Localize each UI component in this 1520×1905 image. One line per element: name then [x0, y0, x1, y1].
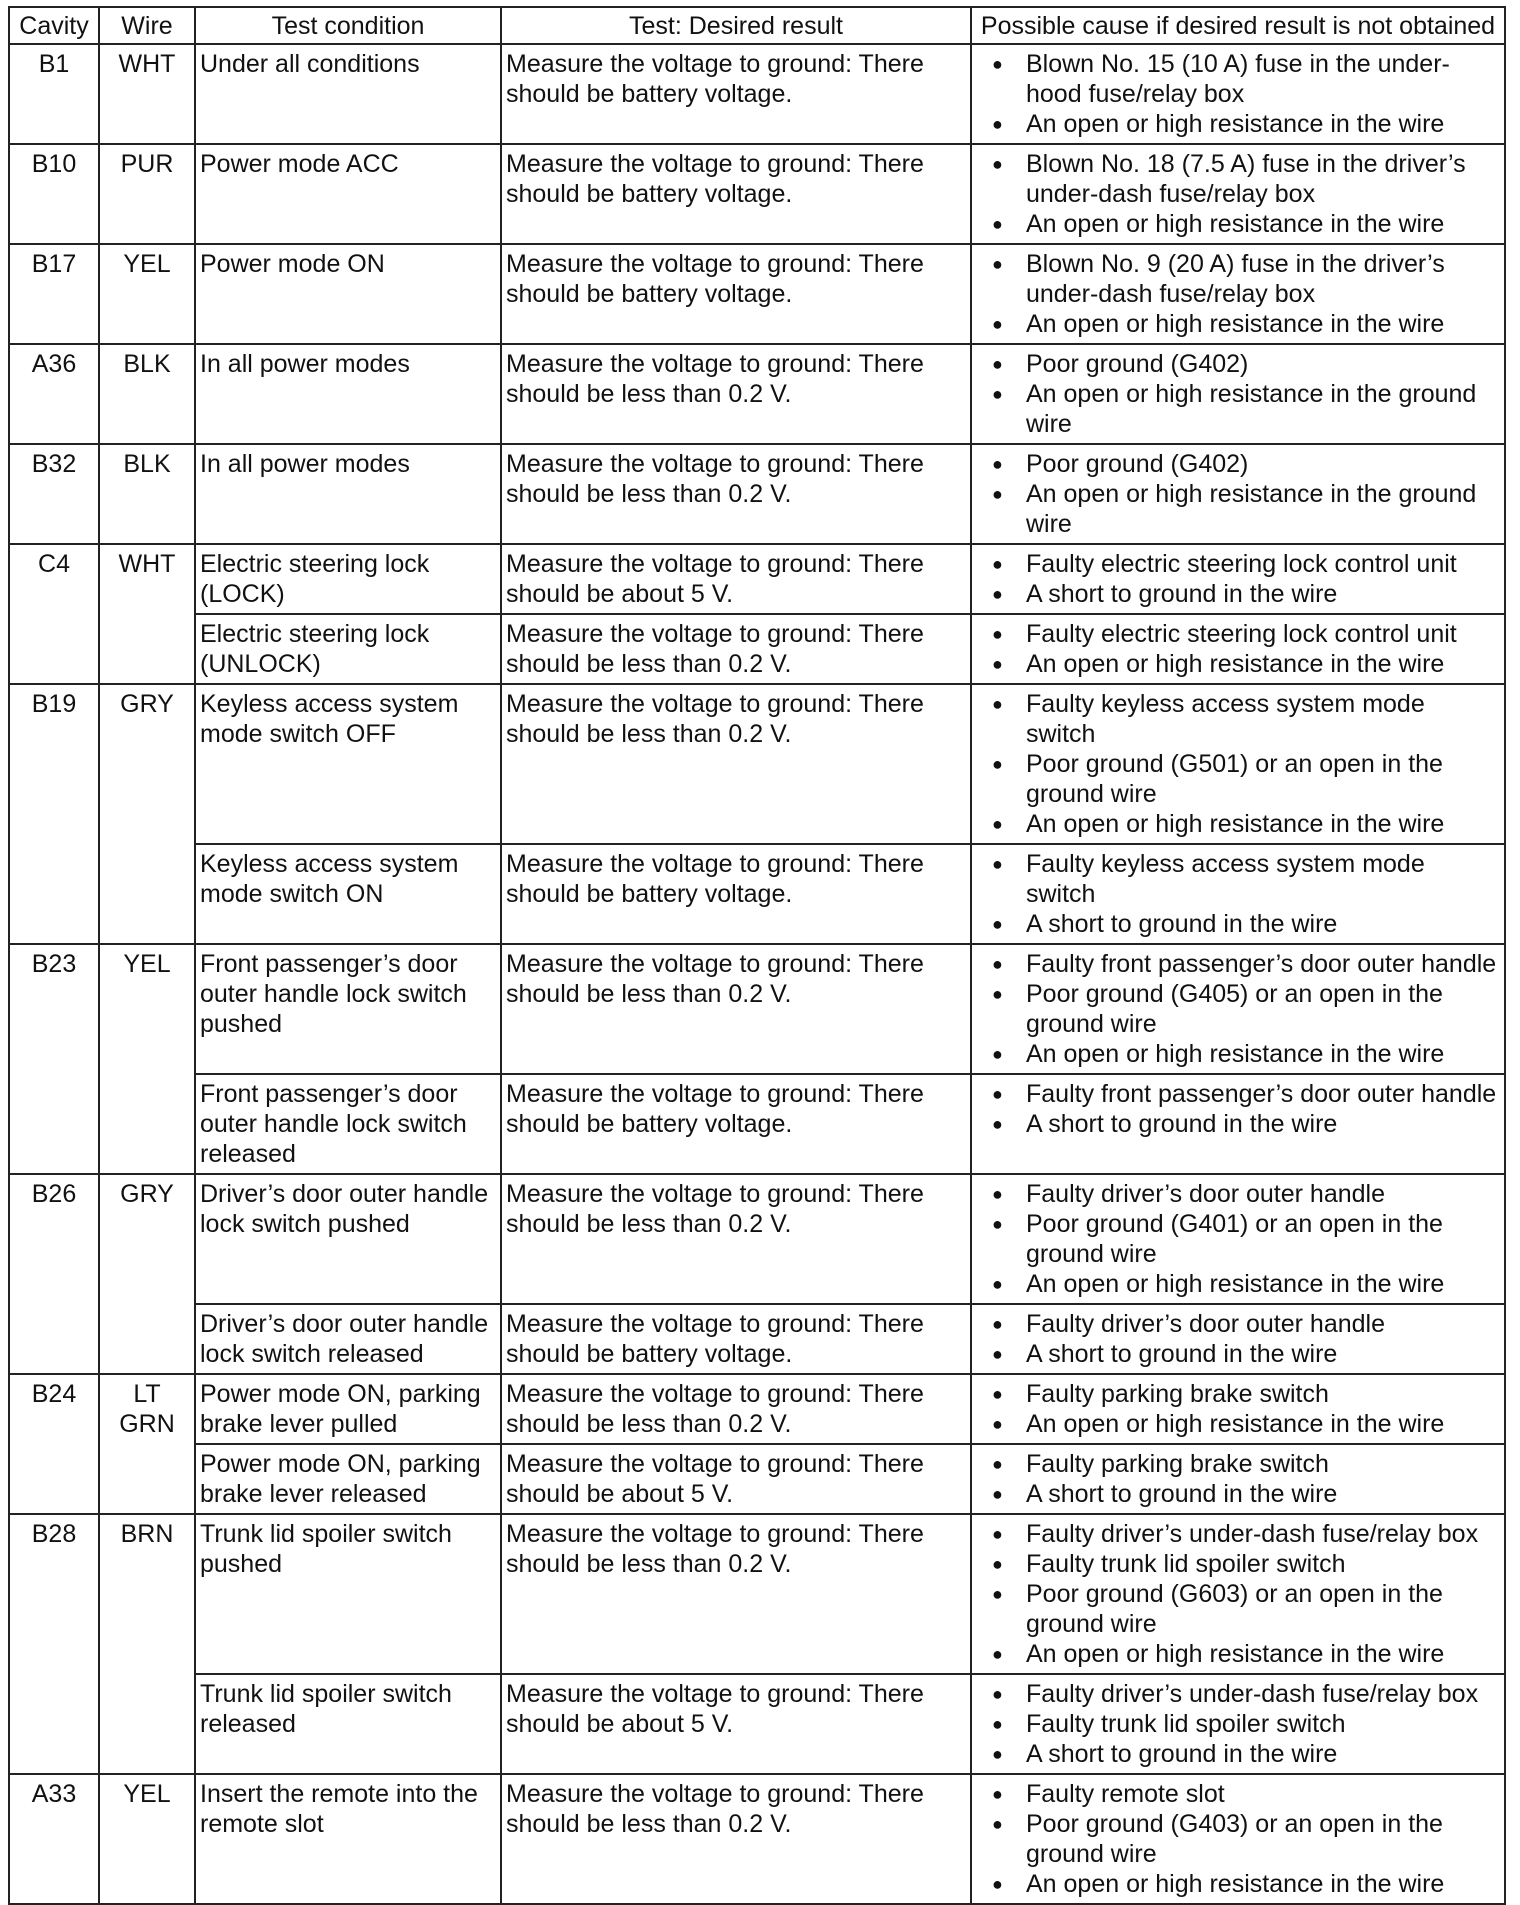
cause-item	[976, 579, 1500, 609]
table-row	[9, 1374, 1505, 1444]
cause-item	[976, 1379, 1500, 1409]
cause-list	[976, 149, 1500, 239]
desired-result-cell: Measure the voltage to ground: There should be less than 0.2 V.	[501, 1774, 971, 1904]
desired-result-cell: Measure the voltage to ground: There should be battery voltage.	[501, 1304, 971, 1374]
wire-cell: PUR	[99, 144, 195, 244]
cause-text: Faulty driver’s under-dash fuse/relay box	[1026, 1520, 1479, 1548]
cause-list	[976, 449, 1500, 539]
cause-list	[976, 249, 1500, 339]
bullet-icon: ●	[992, 1314, 1003, 1334]
desired-result-cell: Measure the voltage to ground: There should be less than 0.2 V.	[501, 684, 971, 844]
test-condition-cell: In all power modes	[195, 444, 501, 544]
wire-cell: BRN	[99, 1514, 195, 1774]
test-condition-cell: Power mode ACC	[195, 144, 501, 244]
cause-text: A short to ground in the wire	[1026, 580, 1338, 608]
desired-result-cell: Measure the voltage to ground: There should be battery voltage.	[501, 1074, 971, 1174]
bullet-icon: ●	[992, 214, 1003, 234]
bullet-icon: ●	[992, 1784, 1003, 1804]
desired-result-cell: Measure the voltage to ground: There should be about 5 V.	[501, 544, 971, 614]
table-row	[9, 614, 1505, 684]
cause-text: A short to ground in the wire	[1026, 1740, 1338, 1768]
cause-text: A short to ground in the wire	[1026, 1480, 1338, 1508]
test-condition-cell: Driver’s door outer handle lock switch released	[195, 1304, 501, 1374]
cause-item	[976, 1779, 1500, 1809]
desired-result-cell: Measure the voltage to ground: There should be battery voltage.	[501, 244, 971, 344]
possible-cause-cell	[971, 614, 1505, 684]
cause-text: Faulty front passenger’s door outer handle	[1026, 950, 1497, 978]
cause-list	[976, 1679, 1500, 1769]
table-row	[9, 144, 1505, 244]
wire-cell: YEL	[99, 244, 195, 344]
table-row	[9, 1774, 1505, 1904]
bullet-icon: ●	[992, 454, 1003, 474]
cause-item	[976, 249, 1500, 309]
cavity-cell: B1	[9, 44, 99, 144]
cause-text: Faulty keyless access system mode switch	[1026, 690, 1425, 748]
desired-result-cell: Measure the voltage to ground: There should be about 5 V.	[501, 1444, 971, 1514]
cause-item	[976, 809, 1500, 839]
header-possible-cause: Possible cause if desired result is not obtained	[971, 7, 1505, 44]
bullet-icon: ●	[992, 1484, 1003, 1504]
possible-cause-cell	[971, 684, 1505, 844]
cause-text: Poor ground (G501) or an open in the ground wire	[1026, 750, 1443, 808]
cause-text: Faulty front passenger’s door outer handle	[1026, 1080, 1497, 1108]
bullet-icon: ●	[992, 984, 1003, 1004]
header-wire: Wire	[99, 7, 195, 44]
cause-item	[976, 689, 1500, 749]
test-condition-cell: Trunk lid spoiler switch pushed	[195, 1514, 501, 1674]
cause-item	[976, 1709, 1500, 1739]
test-table	[8, 6, 1506, 1905]
wire-cell: GRY	[99, 1174, 195, 1374]
cause-item	[976, 1679, 1500, 1709]
cause-item	[976, 379, 1500, 439]
bullet-icon: ●	[992, 654, 1003, 674]
bullet-icon: ●	[992, 1044, 1003, 1064]
header-test-condition: Test condition	[195, 7, 501, 44]
cause-list	[976, 1379, 1500, 1439]
cause-item	[976, 1519, 1500, 1549]
cavity-cell: B26	[9, 1174, 99, 1374]
header-cavity: Cavity	[9, 7, 99, 44]
bullet-icon: ●	[992, 1874, 1003, 1894]
cause-text: An open or high resistance in the wire	[1026, 1640, 1445, 1668]
possible-cause-cell	[971, 1774, 1505, 1904]
cause-item	[976, 309, 1500, 339]
possible-cause-cell	[971, 1304, 1505, 1374]
bullet-icon: ●	[992, 1554, 1003, 1574]
cavity-cell: B10	[9, 144, 99, 244]
cause-text: An open or high resistance in the wire	[1026, 1270, 1445, 1298]
bullet-icon: ●	[992, 694, 1003, 714]
table-row	[9, 444, 1505, 544]
cause-text: Faulty driver’s under-dash fuse/relay box	[1026, 1680, 1479, 1708]
cause-text: Poor ground (G405) or an open in the ground wire	[1026, 980, 1443, 1038]
cause-item	[976, 979, 1500, 1039]
bullet-icon: ●	[992, 1454, 1003, 1474]
wire-cell: WHT	[99, 544, 195, 684]
cause-item	[976, 1039, 1500, 1069]
wire-cell: YEL	[99, 944, 195, 1174]
cause-text: Faulty parking brake switch	[1026, 1380, 1329, 1408]
cause-item	[976, 1809, 1500, 1869]
cavity-cell: B17	[9, 244, 99, 344]
cause-list	[976, 1179, 1500, 1299]
cause-text: Faulty electric steering lock control unit	[1026, 550, 1457, 578]
bullet-icon: ●	[992, 1344, 1003, 1364]
cause-list	[976, 689, 1500, 839]
cause-item	[976, 749, 1500, 809]
cause-item	[976, 1579, 1500, 1639]
cause-list	[976, 1079, 1500, 1139]
test-condition-cell: Keyless access system mode switch ON	[195, 844, 501, 944]
desired-result-cell: Measure the voltage to ground: There should be less than 0.2 V.	[501, 444, 971, 544]
bullet-icon: ●	[992, 154, 1003, 174]
wire-cell: BLK	[99, 344, 195, 444]
cause-text: Faulty keyless access system mode switch	[1026, 850, 1425, 908]
possible-cause-cell	[971, 944, 1505, 1074]
wire-cell: BLK	[99, 444, 195, 544]
bullet-icon: ●	[992, 1744, 1003, 1764]
cause-text: An open or high resistance in the wire	[1026, 1870, 1445, 1898]
cause-text: Poor ground (G403) or an open in the ground wire	[1026, 1810, 1443, 1868]
cause-item	[976, 1309, 1500, 1339]
cavity-cell: A36	[9, 344, 99, 444]
bullet-icon: ●	[992, 114, 1003, 134]
cause-text: An open or high resistance in the wire	[1026, 650, 1445, 678]
bullet-icon: ●	[992, 54, 1003, 74]
cause-item	[976, 909, 1500, 939]
table-row	[9, 344, 1505, 444]
table-row	[9, 1074, 1505, 1174]
cause-text: Poor ground (G401) or an open in the ground wire	[1026, 1210, 1443, 1268]
wire-cell: GRY	[99, 684, 195, 944]
bullet-icon: ●	[992, 914, 1003, 934]
cavity-cell: B24	[9, 1374, 99, 1514]
cause-text: An open or high resistance in the ground wire	[1026, 380, 1477, 438]
cause-text: An open or high resistance in the wire	[1026, 810, 1445, 838]
desired-result-cell: Measure the voltage to ground: There should be less than 0.2 V.	[501, 614, 971, 684]
desired-result-cell: Measure the voltage to ground: There should be battery voltage.	[501, 44, 971, 144]
desired-result-cell: Measure the voltage to ground: There should be battery voltage.	[501, 144, 971, 244]
possible-cause-cell	[971, 1374, 1505, 1444]
cause-text: Blown No. 18 (7.5 A) fuse in the driver’s under-dash fuse/relay box	[1026, 150, 1466, 208]
table-row	[9, 1304, 1505, 1374]
test-condition-cell: Electric steering lock (UNLOCK)	[195, 614, 501, 684]
cavity-cell: B32	[9, 444, 99, 544]
possible-cause-cell	[971, 1174, 1505, 1304]
cause-text: Poor ground (G402)	[1026, 450, 1249, 478]
cause-text: An open or high resistance in the ground wire	[1026, 480, 1477, 538]
cause-item	[976, 449, 1500, 479]
bullet-icon: ●	[992, 484, 1003, 504]
cause-item	[976, 1339, 1500, 1369]
wire-cell: LT GRN	[99, 1374, 195, 1514]
table-row	[9, 544, 1505, 614]
cause-item	[976, 1179, 1500, 1209]
table-body	[9, 44, 1505, 1904]
bullet-icon: ●	[992, 1584, 1003, 1604]
document-page	[8, 6, 1506, 1905]
cavity-cell: B28	[9, 1514, 99, 1774]
possible-cause-cell	[971, 1074, 1505, 1174]
cause-list	[976, 619, 1500, 679]
cause-text: Blown No. 9 (20 A) fuse in the driver’s under-dash fuse/relay box	[1026, 250, 1445, 308]
bullet-icon: ●	[992, 314, 1003, 334]
cause-text: Faulty electric steering lock control unit	[1026, 620, 1457, 648]
header-row	[9, 7, 1505, 44]
bullet-icon: ●	[992, 624, 1003, 644]
cause-text: An open or high resistance in the wire	[1026, 1410, 1445, 1438]
bullet-icon: ●	[992, 554, 1003, 574]
possible-cause-cell	[971, 144, 1505, 244]
possible-cause-cell	[971, 444, 1505, 544]
cause-item	[976, 349, 1500, 379]
table-row	[9, 1174, 1505, 1304]
cause-item	[976, 1639, 1500, 1669]
table-row	[9, 244, 1505, 344]
bullet-icon: ●	[992, 1114, 1003, 1134]
cause-item	[976, 1549, 1500, 1579]
cause-item	[976, 549, 1500, 579]
wire-cell: YEL	[99, 1774, 195, 1904]
cause-list	[976, 949, 1500, 1069]
cause-item	[976, 49, 1500, 109]
wire-cell: WHT	[99, 44, 195, 144]
cause-item	[976, 849, 1500, 909]
cause-text: Faulty remote slot	[1026, 1780, 1225, 1808]
test-condition-cell: Power mode ON, parking brake lever released	[195, 1444, 501, 1514]
cause-text: Faulty driver’s door outer handle	[1026, 1310, 1385, 1338]
bullet-icon: ●	[992, 254, 1003, 274]
bullet-icon: ●	[992, 954, 1003, 974]
cause-item	[976, 1449, 1500, 1479]
cause-text: Faulty trunk lid spoiler switch	[1026, 1550, 1346, 1578]
bullet-icon: ●	[992, 1214, 1003, 1234]
cause-list	[976, 1449, 1500, 1509]
cause-item	[976, 1739, 1500, 1769]
possible-cause-cell	[971, 1514, 1505, 1674]
cavity-cell: A33	[9, 1774, 99, 1904]
test-condition-cell: Power mode ON, parking brake lever pulled	[195, 1374, 501, 1444]
cause-item	[976, 149, 1500, 209]
desired-result-cell: Measure the voltage to ground: There should be less than 0.2 V.	[501, 944, 971, 1074]
cause-item	[976, 109, 1500, 139]
cause-list	[976, 1519, 1500, 1669]
desired-result-cell: Measure the voltage to ground: There should be less than 0.2 V.	[501, 1514, 971, 1674]
possible-cause-cell	[971, 544, 1505, 614]
bullet-icon: ●	[992, 1524, 1003, 1544]
bullet-icon: ●	[992, 584, 1003, 604]
table-row	[9, 1514, 1505, 1674]
cause-text: Poor ground (G402)	[1026, 350, 1249, 378]
cause-item	[976, 649, 1500, 679]
cause-text: Faulty driver’s door outer handle	[1026, 1180, 1385, 1208]
test-condition-cell: Electric steering lock (LOCK)	[195, 544, 501, 614]
cause-item	[976, 619, 1500, 649]
desired-result-cell: Measure the voltage to ground: There should be about 5 V.	[501, 1674, 971, 1774]
table-row	[9, 1674, 1505, 1774]
cavity-cell: C4	[9, 544, 99, 684]
test-condition-cell: Driver’s door outer handle lock switch pushed	[195, 1174, 501, 1304]
test-condition-cell: Keyless access system mode switch OFF	[195, 684, 501, 844]
cause-text: Poor ground (G603) or an open in the ground wire	[1026, 1580, 1443, 1638]
bullet-icon: ●	[992, 384, 1003, 404]
table-row	[9, 1444, 1505, 1514]
bullet-icon: ●	[992, 1814, 1003, 1834]
possible-cause-cell	[971, 1444, 1505, 1514]
cause-text: Faulty trunk lid spoiler switch	[1026, 1710, 1346, 1738]
bullet-icon: ●	[992, 814, 1003, 834]
bullet-icon: ●	[992, 1714, 1003, 1734]
cause-list	[976, 1779, 1500, 1899]
bullet-icon: ●	[992, 1414, 1003, 1434]
bullet-icon: ●	[992, 1084, 1003, 1104]
cavity-cell: B23	[9, 944, 99, 1174]
possible-cause-cell	[971, 1674, 1505, 1774]
bullet-icon: ●	[992, 1184, 1003, 1204]
cause-text: A short to ground in the wire	[1026, 1110, 1338, 1138]
desired-result-cell: Measure the voltage to ground: There should be less than 0.2 V.	[501, 1374, 971, 1444]
cause-list	[976, 1309, 1500, 1369]
cause-item	[976, 1079, 1500, 1109]
bullet-icon: ●	[992, 354, 1003, 374]
test-condition-cell: Trunk lid spoiler switch released	[195, 1674, 501, 1774]
table-row	[9, 44, 1505, 144]
test-condition-cell: Under all conditions	[195, 44, 501, 144]
cause-list	[976, 49, 1500, 139]
table-row	[9, 684, 1505, 844]
header-desired-result: Test: Desired result	[501, 7, 971, 44]
desired-result-cell: Measure the voltage to ground: There should be less than 0.2 V.	[501, 344, 971, 444]
cause-text: A short to ground in the wire	[1026, 1340, 1338, 1368]
bullet-icon: ●	[992, 1684, 1003, 1704]
cause-item	[976, 1269, 1500, 1299]
possible-cause-cell	[971, 344, 1505, 444]
cause-text: A short to ground in the wire	[1026, 910, 1338, 938]
cause-item	[976, 949, 1500, 979]
possible-cause-cell	[971, 44, 1505, 144]
cause-list	[976, 549, 1500, 609]
test-condition-cell: Insert the remote into the remote slot	[195, 1774, 501, 1904]
cause-item	[976, 1109, 1500, 1139]
bullet-icon: ●	[992, 1644, 1003, 1664]
possible-cause-cell	[971, 244, 1505, 344]
cause-text: Blown No. 15 (10 A) fuse in the under-hood fuse/relay box	[1026, 50, 1450, 108]
test-condition-cell: Power mode ON	[195, 244, 501, 344]
bullet-icon: ●	[992, 754, 1003, 774]
bullet-icon: ●	[992, 1274, 1003, 1294]
test-condition-cell: Front passenger’s door outer handle lock switch pushed	[195, 944, 501, 1074]
cause-list	[976, 849, 1500, 939]
cause-item	[976, 1409, 1500, 1439]
cause-text: Faulty parking brake switch	[1026, 1450, 1329, 1478]
cause-item	[976, 209, 1500, 239]
cause-item	[976, 1869, 1500, 1899]
desired-result-cell: Measure the voltage to ground: There should be battery voltage.	[501, 844, 971, 944]
cause-text: An open or high resistance in the wire	[1026, 310, 1445, 338]
cause-list	[976, 349, 1500, 439]
cause-text: An open or high resistance in the wire	[1026, 110, 1445, 138]
cause-item	[976, 1479, 1500, 1509]
bullet-icon: ●	[992, 854, 1003, 874]
cause-text: An open or high resistance in the wire	[1026, 1040, 1445, 1068]
cause-item	[976, 479, 1500, 539]
desired-result-cell: Measure the voltage to ground: There should be less than 0.2 V.	[501, 1174, 971, 1304]
possible-cause-cell	[971, 844, 1505, 944]
cavity-cell: B19	[9, 684, 99, 944]
table-row	[9, 844, 1505, 944]
bullet-icon: ●	[992, 1384, 1003, 1404]
test-condition-cell: In all power modes	[195, 344, 501, 444]
test-condition-cell: Front passenger’s door outer handle lock switch released	[195, 1074, 501, 1174]
cause-item	[976, 1209, 1500, 1269]
table-row	[9, 944, 1505, 1074]
cause-text: An open or high resistance in the wire	[1026, 210, 1445, 238]
